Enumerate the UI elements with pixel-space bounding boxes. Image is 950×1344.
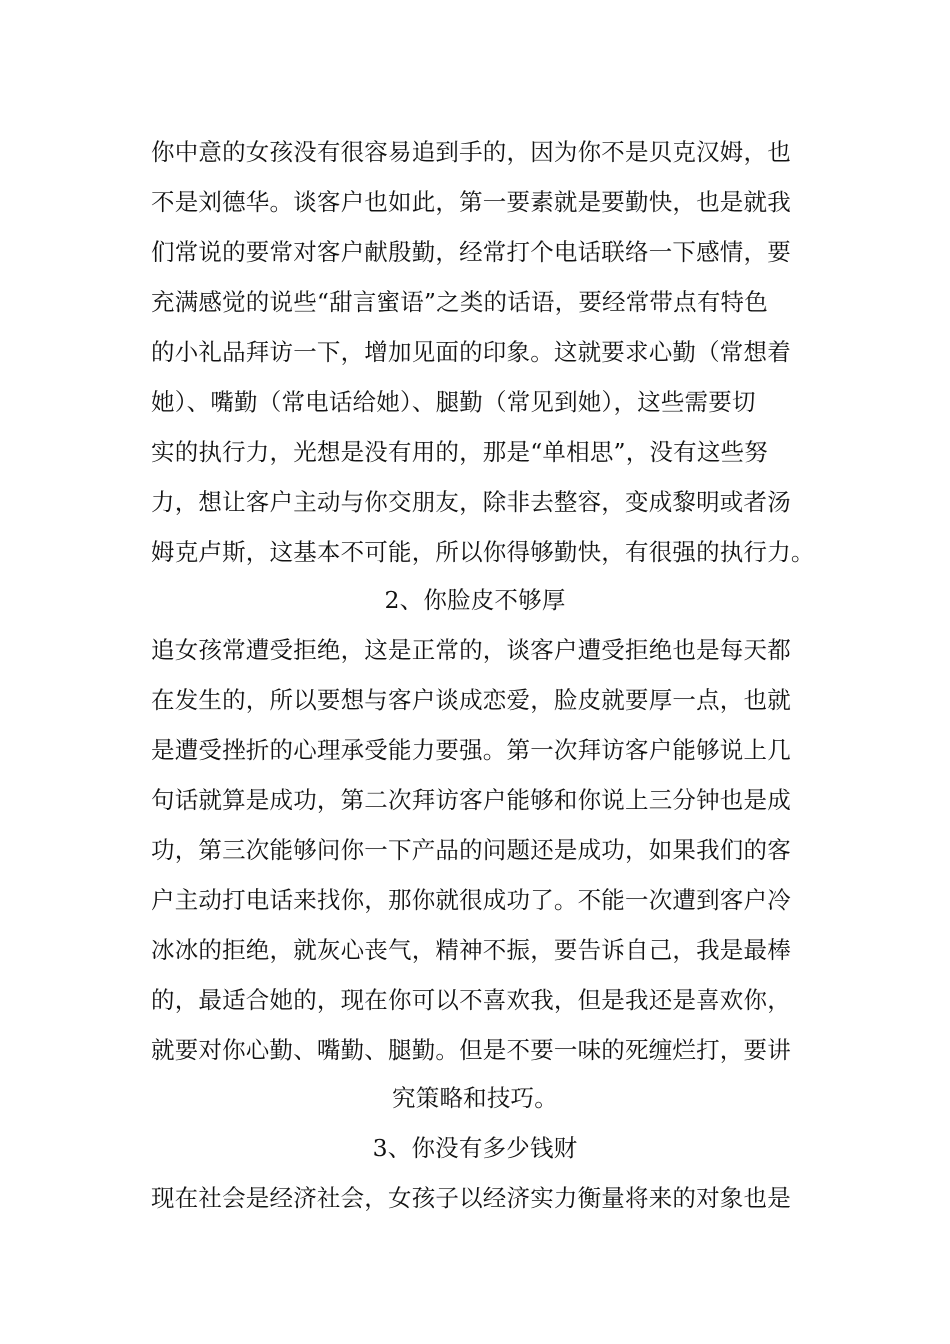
- body-line: 冰冰的拒绝，就灰心丧气，精神不振，要告诉自己，我是最棒: [151, 936, 791, 964]
- body-line: 现在社会是经济社会，女孩子以经济实力衡量将来的对象也是: [151, 1184, 791, 1212]
- body-line: 充满感觉的说些“甜言蜜语”之类的话语，要经常带点有特色: [151, 288, 768, 316]
- body-line: 功，第三次能够问你一下产品的问题还是成功，如果我们的客: [151, 836, 791, 864]
- body-line: 力，想让客户主动与你交朋友，除非去整容，变成黎明或者汤: [151, 488, 791, 516]
- body-line: 在发生的，所以要想与客户谈成恋爱，脸皮就要厚一点，也就: [151, 686, 791, 714]
- body-line: 姆克卢斯，这基本不可能，所以你得够勤快，有很强的执行力。: [151, 538, 815, 566]
- body-line: 就要对你心勤、嘴勤、腿勤。但是不要一味的死缠烂打，要讲: [151, 1036, 791, 1064]
- section-heading: 3、你没有多少钱财: [372, 1134, 578, 1162]
- body-line: 你中意的女孩没有很容易追到手的，因为你不是贝克汉姆，也: [151, 138, 791, 166]
- body-line: 是遭受挫折的心理承受能力要强。第一次拜访客户能够说上几: [151, 736, 791, 764]
- body-line: 她）、嘴勤（常电话给她）、腿勤（常见到她），这些需要切: [151, 388, 756, 416]
- body-line: 实的执行力，光想是没有用的，那是“单相思”，没有这些努: [151, 438, 768, 466]
- body-line: 的小礼品拜访一下，增加见面的印象。这就要求心勤（常想着: [151, 338, 791, 366]
- body-line: 户主动打电话来找你，那你就很成功了。不能一次遭到客户冷: [151, 886, 791, 914]
- body-line-centered: 究策略和技巧。: [392, 1084, 558, 1112]
- section-heading: 2、你脸皮不够厚: [384, 586, 566, 614]
- body-line: 不是刘德华。谈客户也如此，第一要素就是要勤快，也是就我: [151, 188, 791, 216]
- body-line: 句话就算是成功，第二次拜访客户能够和你说上三分钟也是成: [151, 786, 791, 814]
- body-line: 的，最适合她的，现在你可以不喜欢我，但是我还是喜欢你，: [151, 986, 791, 1014]
- body-line: 追女孩常遭受拒绝，这是正常的，谈客户遭受拒绝也是每天都: [151, 636, 791, 664]
- body-line: 们常说的要常对客户献殷勤，经常打个电话联络一下感情，要: [151, 238, 791, 266]
